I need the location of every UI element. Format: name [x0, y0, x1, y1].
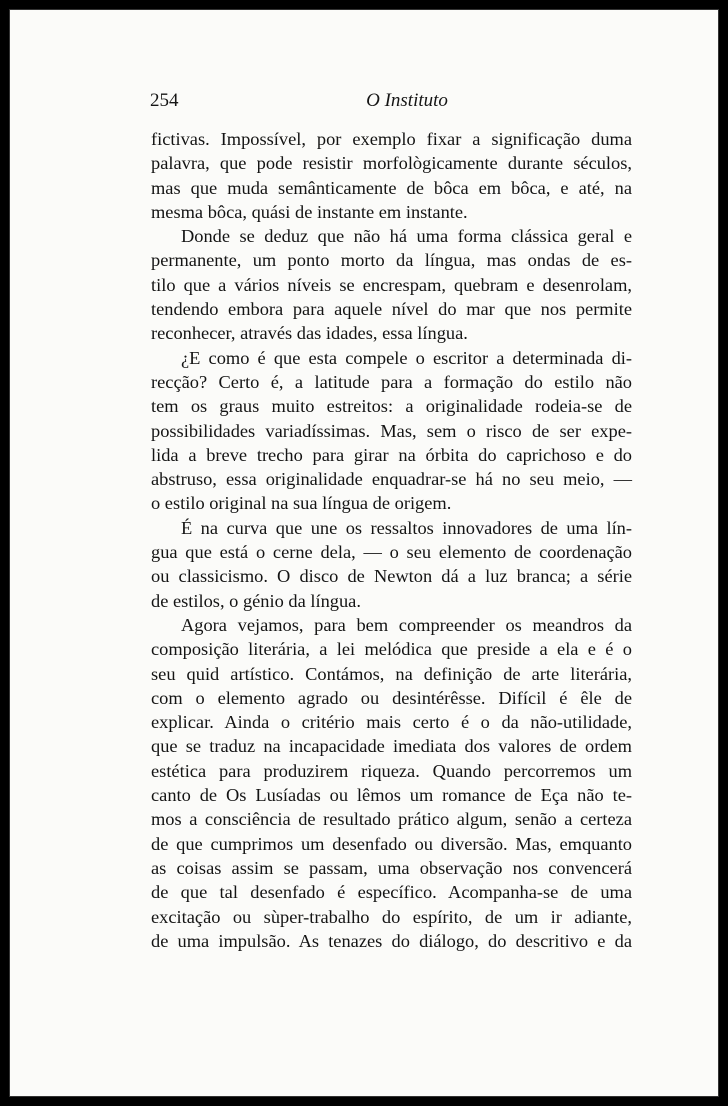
running-title: O Instituto [366, 90, 448, 111]
body-text [151, 127, 632, 953]
text-line: excitação ou sùper-trabalho do espírito, de um ir adiante, [151, 906, 632, 927]
text-line: de que tal desenfado é específico. Acompanha-se de uma [151, 882, 632, 903]
text-line: de uma impulsão. As tenazes do diálogo, do descritivo e da [151, 930, 632, 951]
text-line: mos a consciência de resultado prático algum, senão a certeza [151, 809, 632, 830]
text-line: tendendo embora para aquele nível do mar que nos permite [151, 299, 632, 320]
text-line: mas que muda semânticamente de bôca em bôca, e até, na [151, 177, 632, 198]
text-line: É na curva que une os ressaltos innovadores de uma lín- [181, 517, 632, 538]
text-line: abstruso, essa originalidade enquadrar-se há no seu meio, — [151, 469, 632, 490]
book-page [9, 9, 719, 1097]
text-line: reconhecer, através das idades, essa língua. [151, 323, 468, 344]
text-line: que se traduz na incapacidade imediata dos valores de ordem [151, 736, 632, 757]
text-line: mesma bôca, quási de instante em instante. [151, 201, 468, 222]
text-line: canto de Os Lusíadas ou lêmos um romance de Eça não te- [151, 785, 632, 806]
text-line: fictivas. Impossível, por exemplo fixar a significação duma [151, 129, 632, 149]
text-line: as coisas assim se passam, uma observação nos convencerá [151, 857, 632, 878]
text-line: de estilos, o génio da língua. [151, 590, 361, 611]
text-line: tem os graus muito estreitos: a originalidade rodeia-se de [151, 396, 632, 417]
text-line: gua que está o cerne dela, — o seu elemento de coordenação [151, 542, 632, 563]
text-line: Agora vejamos, para bem compreender os meandros da [181, 614, 632, 635]
text-line: lida a breve trecho para girar na órbita do caprichoso e do [151, 444, 632, 465]
text-line: composição literária, a lei melódica que preside a ela e é o [151, 639, 632, 660]
text-line: permanente, um ponto morto da língua, mas ondas de es- [151, 250, 632, 271]
text-line: estética para produzirem riqueza. Quando percorremos um [151, 760, 632, 781]
text-line: ¿E como é que esta compele o escritor a determinada di- [181, 347, 632, 368]
text-line: explicar. Ainda o critério mais certo é o da não-utilidade, [151, 712, 632, 733]
page-header [150, 90, 634, 114]
text-line: de que cumprimos um desenfado ou diversão. Mas, emquanto [151, 833, 632, 854]
text-line: tilo que a vários níveis se encrespam, quebram e desenrolam, [151, 274, 632, 295]
text-line: palavra, que pode resistir morfològicamente durante séculos, [151, 153, 632, 174]
page-number: 254 [150, 90, 179, 111]
text-line: o estilo original na sua língua de origem. [151, 493, 452, 514]
text-line: ou classicismo. O disco de Newton dá a luz branca; a série [151, 566, 632, 587]
text-line: Donde se deduz que não há uma forma clássica geral e [181, 226, 632, 247]
text-line: com o elemento agrado ou desintérêsse. Difícil é êle de [151, 687, 632, 708]
text-line: possibilidades variadíssimas. Mas, sem o risco de ser expe- [151, 420, 632, 441]
text-line: recção? Certo é, a latitude para a formação do estilo não [151, 371, 632, 392]
text-line: seu quid artístico. Contámos, na definição de arte literária, [151, 663, 632, 684]
